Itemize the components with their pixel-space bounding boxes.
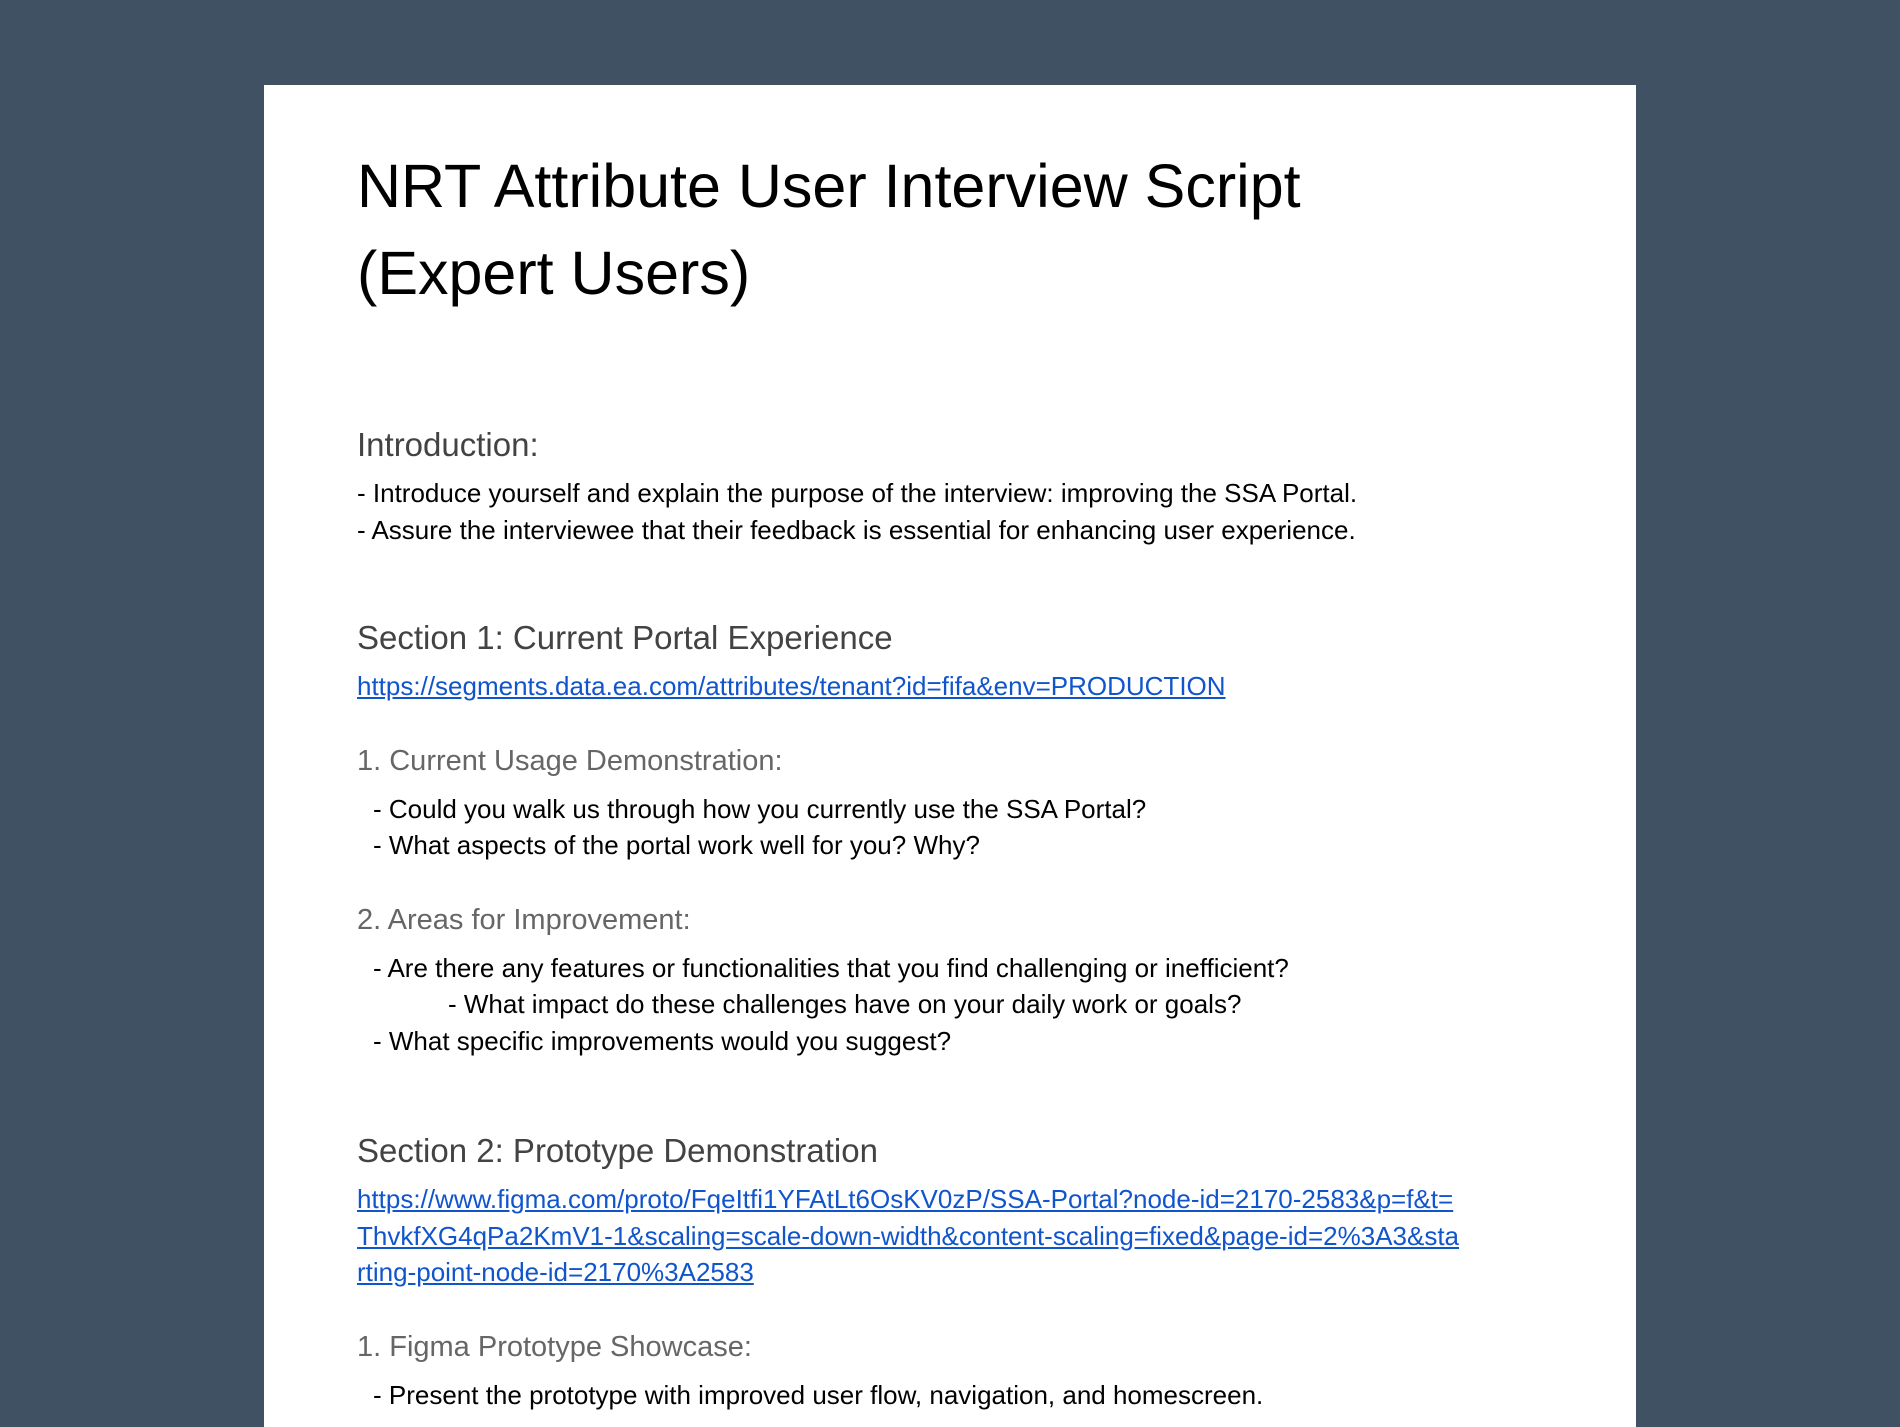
section-1-heading: Section 1: Current Portal Experience	[357, 619, 893, 656]
question-line: - Are there any features or functionalities that you find challenging or inefficient?	[373, 952, 1289, 983]
section-1	[357, 618, 1537, 1059]
introduction-line: - Introduce yourself and explain the purpose of the interview: improving the SSA Portal.	[357, 478, 1358, 508]
nested-question-line: - What impact do these challenges have on your daily work or goals?	[448, 989, 1242, 1019]
title-line-1: NRT Attribute User Interview Script	[357, 152, 1301, 220]
figma-link-line[interactable]: rting-point-node-id=2170%3A2583	[357, 1257, 754, 1287]
document-content	[357, 143, 1537, 1413]
section-2-heading: Section 2: Prototype Demonstration	[357, 1132, 878, 1169]
section-1-portal-link[interactable]: https://segments.data.ea.com/attributes/tenant?id=fifa&env=PRODUCTION	[357, 671, 1226, 701]
figma-prototype-link[interactable]	[357, 1181, 1537, 1291]
title-line-2: (Expert Users)	[357, 239, 751, 307]
question-line: - Could you walk us through how you currently use the SSA Portal?	[373, 793, 1147, 824]
areas-for-improvement-subsection	[357, 902, 1537, 1060]
figma-link-line[interactable]: https://www.figma.com/proto/FqeItfi1YFAtLt6OsKV0zP/SSA-Portal?node-id=2170-2583&p=f&t=	[357, 1184, 1454, 1214]
instruction-line: - Present the prototype with improved user flow, navigation, and homescreen.	[373, 1379, 1264, 1410]
figma-link-line[interactable]: ThvkfXG4qPa2KmV1-1&scaling=scale-down-width&content-scaling=fixed&page-id=2%3A3&sta	[357, 1220, 1460, 1251]
areas-for-improvement-heading: 2. Areas for Improvement:	[357, 903, 691, 936]
document-page	[264, 85, 1636, 1427]
current-usage-subsection	[357, 743, 1537, 864]
question-line: - What specific improvements would you suggest?	[373, 1025, 952, 1056]
document-title	[357, 143, 1537, 317]
question-line: - What aspects of the portal work well for you? Why?	[373, 830, 980, 860]
introduction-section	[357, 425, 1537, 548]
introduction-heading: Introduction:	[357, 426, 539, 463]
figma-showcase-subsection	[357, 1329, 1537, 1414]
figma-showcase-heading: 1. Figma Prototype Showcase:	[357, 1330, 752, 1363]
introduction-line: - Assure the interviewee that their feedback is essential for enhancing user experience.	[357, 514, 1356, 545]
section-2	[357, 1131, 1537, 1413]
current-usage-heading: 1. Current Usage Demonstration:	[357, 744, 783, 777]
